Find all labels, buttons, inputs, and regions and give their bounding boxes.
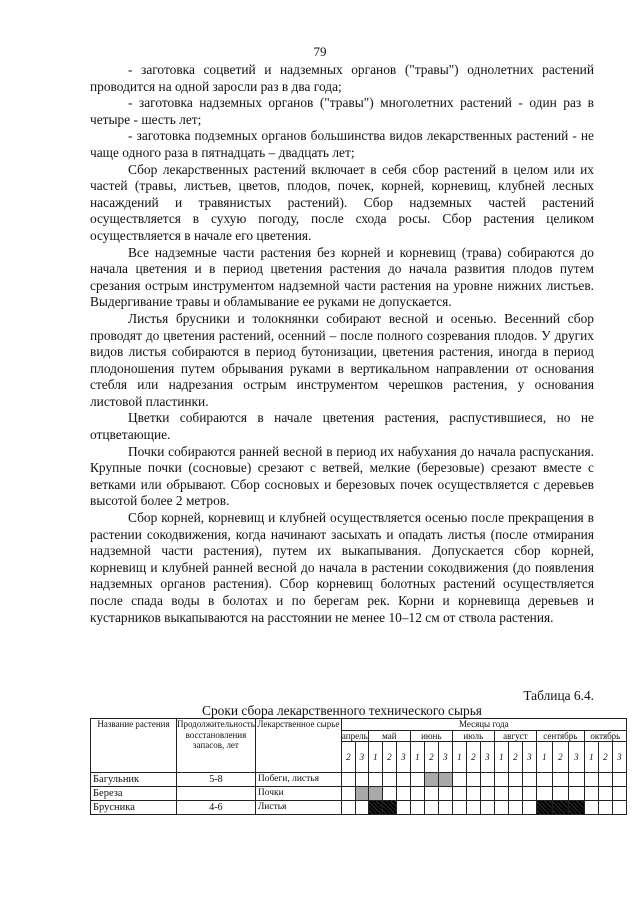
- month-june: июнь: [410, 730, 452, 741]
- paragraph: - заготовка соцветий и надземных органов ("травы") однолетних растений проводится на одной заросли раз в два года;: [90, 62, 594, 94]
- decade-cell: [612, 786, 626, 800]
- decade-cell: [598, 772, 612, 786]
- table-title: Сроки сбора лекарственного технического сырья: [202, 703, 482, 718]
- decade-cell-marked: [382, 800, 396, 814]
- decade-cell: [536, 786, 552, 800]
- decade-label: 3: [355, 741, 368, 772]
- decade-label: 1: [584, 741, 598, 772]
- decade-cell: [522, 786, 536, 800]
- decade-cell-marked: [355, 786, 368, 800]
- decade-cell: [382, 772, 396, 786]
- paragraph: Сбор лекарственных растений включает в себя сбор растений в целом или их частей (травы, листьев, цветов, плодов, почек, корней, корневищ, клубней лесных насаждений и травянистых растений). Сбор надземных частей растений осуществляется в сухую погоду, после схода росы. Сбор растения целиком осуществляется в начале его цветения.: [90, 161, 594, 243]
- raw-material: Побеги, листья: [255, 772, 341, 786]
- decade-label: 1: [368, 741, 382, 772]
- table-row: [91, 800, 627, 814]
- decade-cell: [508, 800, 522, 814]
- month-october: октябрь: [584, 730, 626, 741]
- decade-cell-marked: [536, 800, 552, 814]
- month-september: сентябрь: [536, 730, 584, 741]
- decade-cell-marked: [368, 786, 382, 800]
- decade-cell: [452, 800, 466, 814]
- decade-cell: [355, 772, 368, 786]
- decade-cell-marked: [552, 800, 568, 814]
- harvest-schedule-table: [90, 718, 627, 815]
- decade-cell: [612, 800, 626, 814]
- decade-cell: [466, 800, 480, 814]
- decade-cell: [480, 772, 494, 786]
- decade-cell-marked: [568, 800, 584, 814]
- decade-cell-marked: [368, 800, 382, 814]
- month-july: июль: [452, 730, 494, 741]
- decade-cell: [494, 772, 508, 786]
- decade-cell: [341, 786, 355, 800]
- decade-cell: [452, 772, 466, 786]
- table-row: [91, 786, 627, 800]
- decade-cell: [568, 786, 584, 800]
- decade-label: 3: [522, 741, 536, 772]
- decade-cell: [612, 772, 626, 786]
- decade-cell: [584, 772, 598, 786]
- decade-cell: [424, 800, 438, 814]
- decade-label: 2: [424, 741, 438, 772]
- decade-cell: [438, 800, 452, 814]
- decade-cell: [396, 800, 410, 814]
- decade-label: 2: [508, 741, 522, 772]
- decade-cell: [568, 772, 584, 786]
- decade-label: 1: [494, 741, 508, 772]
- decade-label: 3: [612, 741, 626, 772]
- decade-label: 2: [598, 741, 612, 772]
- decade-cell: [522, 772, 536, 786]
- plant-name: Багульник: [91, 772, 177, 786]
- decade-cell: [494, 800, 508, 814]
- paragraph: - заготовка надземных органов ("травы") многолетних растений - один раз в четыре - шесть лет;: [90, 95, 594, 127]
- decade-label: 1: [410, 741, 424, 772]
- decade-cell: [396, 786, 410, 800]
- month-august: август: [494, 730, 536, 741]
- decade-cell: [480, 800, 494, 814]
- decade-cell: [508, 772, 522, 786]
- paragraph: Почки собираются ранней весной в период их набухания до начала распускания. Крупные почки (сосновые) срезают с ветвей, мелкие (березовые) срезают вместе с ветками или обрывают. Сбор сосновых и березовых почек осуществляется с деревьев высотой более 2 метров.: [90, 443, 594, 509]
- decade-cell: [438, 786, 452, 800]
- table-number: Таблица 6.4.: [523, 688, 594, 703]
- plant-name: Береза: [91, 786, 177, 800]
- paragraph: Цветки собираются в начале цветения растения, распустившиеся, но не отцветающие.: [90, 410, 594, 443]
- decade-label: 3: [438, 741, 452, 772]
- decade-label: 2: [552, 741, 568, 772]
- decade-label: 1: [536, 741, 552, 772]
- decade-cell: [368, 772, 382, 786]
- page-number: 79: [313, 44, 327, 59]
- raw-material: Листья: [255, 800, 341, 814]
- decade-cell-marked: [424, 772, 438, 786]
- decade-cell: [382, 786, 396, 800]
- decade-label: 3: [480, 741, 494, 772]
- decade-label: 3: [568, 741, 584, 772]
- decade-cell: [598, 800, 612, 814]
- decade-cell: [598, 786, 612, 800]
- decade-label: 2: [466, 741, 480, 772]
- body-text: [90, 62, 594, 626]
- decade-cell-marked: [438, 772, 452, 786]
- decade-cell: [452, 786, 466, 800]
- raw-material: Почки: [255, 786, 341, 800]
- decade-label: 2: [382, 741, 396, 772]
- decade-cell: [584, 800, 598, 814]
- decade-cell: [552, 772, 568, 786]
- month-april: апрель: [341, 730, 368, 741]
- header-recovery-period: Продолжительность восстановления запасов, лет: [177, 719, 256, 773]
- decade-label: 2: [341, 741, 355, 772]
- header-plant-name: Название растения: [91, 719, 177, 773]
- decade-cell: [424, 786, 438, 800]
- decade-cell: [355, 800, 368, 814]
- header-months-group: Месяцы года: [341, 719, 626, 731]
- decade-cell: [466, 786, 480, 800]
- decade-cell: [410, 772, 424, 786]
- decade-label: 3: [396, 741, 410, 772]
- decade-cell: [480, 786, 494, 800]
- recovery-period: 5-8: [177, 772, 256, 786]
- recovery-period: [177, 786, 256, 800]
- month-may: май: [368, 730, 410, 741]
- table-row: [91, 772, 627, 786]
- header-raw-material: Лекарственное сырье: [255, 719, 341, 773]
- paragraph: Все надземные части растения без корней и корневищ (трава) собираются до начала цветения и в период цветения растения до начала развития плодов путем срезания острым инструментом надземной части растения на уровне нижних листьев. Выдергивание травы и обламывание ее руками не допускается.: [90, 244, 594, 310]
- paragraph: - заготовка подземных органов большинства видов лекарственных растений - не чаще одного раза в пятнадцать – двадцать лет;: [90, 128, 594, 160]
- decade-cell: [536, 772, 552, 786]
- paragraph: Листья брусники и толокнянки собирают весной и осенью. Весенний сбор проводят до цветения растений, осенний – после полного созревания плодов. У других видов листья собираются в период бутонизации, цветения растения, иногда в период плодоношения путем обрывания руками в вертикальном направлении от основания стебля или надрезания острым инструментом черешков растения, у основания листовой пластинки.: [90, 310, 594, 409]
- decade-cell: [466, 772, 480, 786]
- recovery-period: 4-6: [177, 800, 256, 814]
- decade-cell: [508, 786, 522, 800]
- decade-cell: [552, 786, 568, 800]
- decade-cell: [410, 800, 424, 814]
- decade-label: 1: [452, 741, 466, 772]
- decade-cell: [584, 786, 598, 800]
- paragraph: Сбор корней, корневищ и клубней осуществляется осенью после прекращения в растении сокодвижения, когда начинают засыхать и опадать листья (после отмирания надземной части растения), путем их выкапывания. Допускается сбор корней, корневищ и клубней ранней весной до начала в растении сокодвижения (до появления надземных органов растения). Сбор корневищ болотных растений осуществляется после спада воды в болотах и по берегам рек. Корни и корневища деревьев и кустарников выкапываются на расстоянии не менее 10–12 см от ствола растения.: [90, 510, 594, 625]
- decade-cell: [396, 772, 410, 786]
- decade-cell: [410, 786, 424, 800]
- decade-cell: [341, 772, 355, 786]
- decade-cell: [522, 800, 536, 814]
- decade-cell: [494, 786, 508, 800]
- decade-cell: [341, 800, 355, 814]
- plant-name: Брусника: [91, 800, 177, 814]
